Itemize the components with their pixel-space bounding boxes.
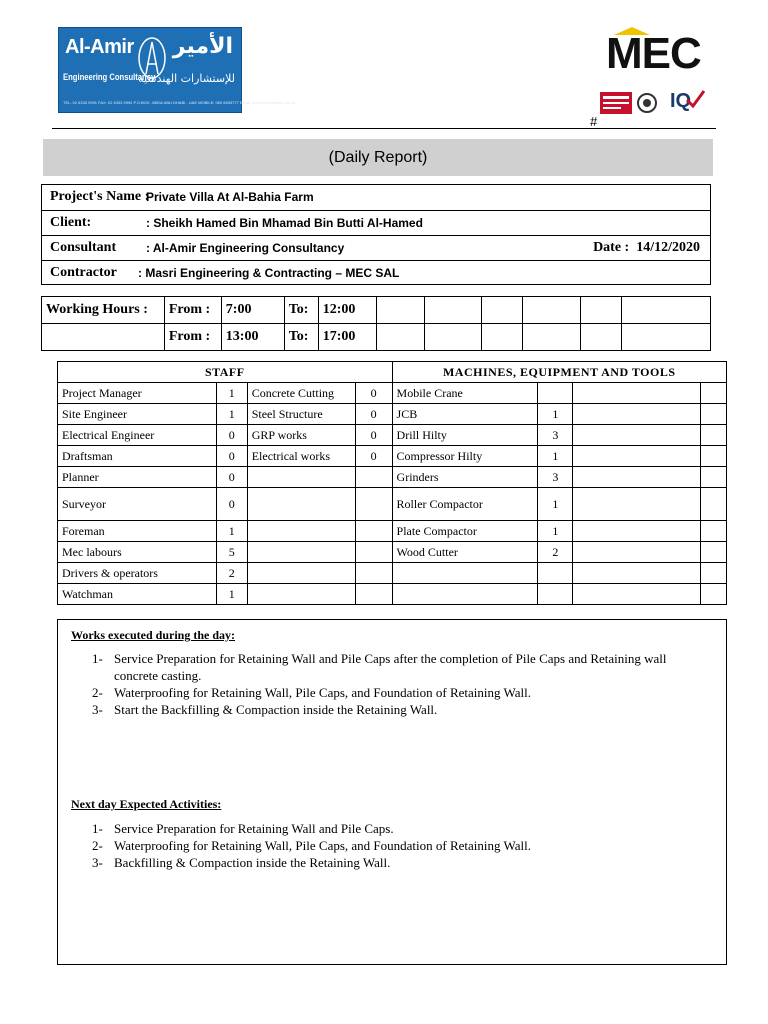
blank-cell (573, 425, 701, 446)
staff-count: 2 (216, 563, 247, 584)
blank-cell (573, 488, 701, 521)
item-number: 2- (92, 838, 103, 853)
machines-header: MACHINES, EQUIPMENT AND TOOLS (392, 362, 726, 383)
item-number: 3- (92, 855, 103, 870)
client-label: Client: (50, 215, 92, 230)
machine-name: Plate Compactor (392, 521, 538, 542)
logo-name-ar: الأمير (172, 34, 233, 59)
project-row (42, 185, 710, 210)
table-row (58, 563, 727, 584)
from-time: 13:00 (221, 324, 284, 351)
project-info-box (41, 184, 711, 285)
blank-cell (701, 425, 727, 446)
blank-cell (701, 383, 727, 404)
trade-name (247, 521, 355, 542)
contractor-row (42, 260, 710, 285)
machine-name (392, 563, 538, 584)
staff-count: 0 (216, 467, 247, 488)
certification-badge-icon (600, 92, 632, 114)
blank-cell (701, 584, 727, 605)
logo-contact: TEL: 02 6333 9991 FAX: 02 6333 9992 P.O.BOX: 45834 ABU DHABI - UAE MOBILE: 050 6653777 Email: amirec@emirates.net.ae (63, 100, 296, 105)
trade-name (247, 467, 355, 488)
works-box (57, 619, 727, 965)
staff-count: 0 (216, 488, 247, 521)
header-divider (52, 128, 716, 129)
blank-cell (701, 521, 727, 542)
consultant-label: Consultant (50, 240, 117, 255)
blank-cell (523, 324, 581, 351)
blank-cell (424, 324, 482, 351)
blank-cell (376, 324, 424, 351)
table-row (58, 467, 727, 488)
list-item (72, 701, 712, 718)
staff-name: Drivers & operators (58, 563, 217, 584)
resources-header-row (58, 362, 727, 383)
from-label: From : (164, 297, 221, 324)
table-row (58, 404, 727, 425)
working-hours-row (42, 297, 711, 324)
blank-cell (573, 584, 701, 605)
al-amir-logo (58, 27, 296, 113)
report-date (593, 240, 700, 256)
iq-badge: IQ (670, 90, 692, 112)
date-label: Date : (593, 240, 630, 255)
blank-cell (701, 542, 727, 563)
trade-name: Steel Structure (247, 404, 355, 425)
machine-count: 1 (538, 488, 573, 521)
blank-cell (701, 404, 727, 425)
page-title: (Daily Report) (43, 139, 713, 176)
table-row (58, 446, 727, 467)
machine-count: 3 (538, 425, 573, 446)
machine-name: Grinders (392, 467, 538, 488)
trade-count (355, 584, 392, 605)
table-row (58, 425, 727, 446)
staff-name: Project Manager (58, 383, 217, 404)
staff-name: Surveyor (58, 488, 217, 521)
logo-subtitle-ar: للإستشارات الهندسية (138, 72, 235, 85)
staff-name: Electrical Engineer (58, 425, 217, 446)
works-title: Works executed during the day: (71, 628, 236, 642)
staff-count: 1 (216, 584, 247, 605)
project-label: Project's Name : (50, 189, 150, 204)
trade-count (355, 488, 392, 521)
blank-cell (523, 297, 581, 324)
to-label: To: (284, 324, 318, 351)
working-hours-row (42, 324, 711, 351)
item-text: Waterproofing for Retaining Wall, Pile Caps, and Foundation of Retaining Wall. (114, 838, 532, 853)
item-number: 1- (92, 821, 103, 836)
blank-cell (581, 324, 622, 351)
machine-count: 3 (538, 467, 573, 488)
trade-count (355, 521, 392, 542)
blank-cell (622, 324, 711, 351)
client-row (42, 210, 710, 235)
staff-name: Mec labours (58, 542, 217, 563)
to-label: To: (284, 297, 318, 324)
iso-seal-icon (636, 92, 658, 114)
item-text: Waterproofing for Retaining Wall, Pile Caps, and Foundation of Retaining Wall. (114, 685, 532, 700)
working-hours-label: Working Hours : (42, 297, 165, 324)
blank-cell (573, 521, 701, 542)
trade-name (247, 584, 355, 605)
staff-name: Site Engineer (58, 404, 217, 425)
table-row (58, 542, 727, 563)
trade-name: GRP works (247, 425, 355, 446)
next-day-list (72, 820, 712, 871)
from-label: From : (164, 324, 221, 351)
blank-cell (482, 324, 523, 351)
list-item (72, 837, 712, 854)
machine-count: 2 (538, 542, 573, 563)
staff-count: 0 (216, 446, 247, 467)
blank-cell (482, 297, 523, 324)
trade-count: 0 (355, 404, 392, 425)
table-row (58, 584, 727, 605)
machine-count: 1 (538, 404, 573, 425)
staff-name: Planner (58, 467, 217, 488)
blank-cell (701, 446, 727, 467)
blank-cell (424, 297, 482, 324)
machine-name: Compressor Hilty (392, 446, 538, 467)
item-text: Service Preparation for Retaining Wall and Pile Caps after the completion of Pile Caps and Retaining wall concrete casting. (114, 651, 667, 683)
table-row (58, 521, 727, 542)
mec-logo-text: MEC (606, 29, 701, 78)
trade-name: Electrical works (247, 446, 355, 467)
blank-cell (573, 446, 701, 467)
table-row (58, 488, 727, 521)
machine-count (538, 383, 573, 404)
machine-name: Drill Hilty (392, 425, 538, 446)
trade-count (355, 467, 392, 488)
staff-name: Watchman (58, 584, 217, 605)
trade-name: Concrete Cutting (247, 383, 355, 404)
resources-table (57, 361, 727, 605)
list-item (72, 650, 712, 684)
trade-count: 0 (355, 383, 392, 404)
item-text: Backfilling & Compaction inside the Retaining Wall. (114, 855, 391, 870)
item-number: 3- (92, 702, 103, 717)
item-number: 2- (92, 685, 103, 700)
from-time: 7:00 (221, 297, 284, 324)
trade-count: 0 (355, 446, 392, 467)
next-day-title: Next day Expected Activities: (71, 797, 222, 811)
blank-cell (701, 563, 727, 584)
item-number: 1- (92, 651, 103, 666)
blank-cell (573, 542, 701, 563)
blank-cell (701, 467, 727, 488)
staff-count: 0 (216, 425, 247, 446)
logo-name-en: Al-Amir (65, 36, 134, 58)
machine-count: 1 (538, 521, 573, 542)
works-list (72, 650, 712, 718)
blank-cell (376, 297, 424, 324)
list-item (72, 684, 712, 701)
staff-count: 1 (216, 521, 247, 542)
item-text: Start the Backfilling & Compaction inside the Retaining Wall. (114, 702, 438, 717)
contractor-value: : Masri Engineering & Contracting – MEC SAL (138, 266, 400, 280)
client-value: : Sheikh Hamed Bin Mhamad Bin Butti Al-Hamed (146, 216, 423, 230)
consultant-value: : Al-Amir Engineering Consultancy (146, 241, 345, 255)
list-item (72, 854, 712, 871)
staff-count: 1 (216, 383, 247, 404)
blank-cell (622, 297, 711, 324)
machine-count (538, 563, 573, 584)
blank-cell (573, 404, 701, 425)
contractor-label: Contractor (50, 265, 117, 280)
machine-count: 1 (538, 446, 573, 467)
table-row (58, 383, 727, 404)
checkmark-icon (684, 88, 706, 110)
blank-cell (701, 488, 727, 521)
staff-header: STAFF (58, 362, 393, 383)
list-item (72, 820, 712, 837)
trade-count (355, 542, 392, 563)
trade-name (247, 542, 355, 563)
machine-name: JCB (392, 404, 538, 425)
hash-mark: # (590, 114, 598, 129)
machine-name (392, 584, 538, 605)
machine-name: Wood Cutter (392, 542, 538, 563)
mec-logo (600, 26, 710, 126)
blank-cell (581, 297, 622, 324)
machine-name: Roller Compactor (392, 488, 538, 521)
staff-name: Draftsman (58, 446, 217, 467)
to-time: 12:00 (318, 297, 376, 324)
staff-count: 1 (216, 404, 247, 425)
date-value: 14/12/2020 (636, 240, 700, 255)
to-time: 17:00 (318, 324, 376, 351)
item-text: Service Preparation for Retaining Wall and Pile Caps. (114, 821, 394, 836)
trade-count (355, 563, 392, 584)
blank-cell (573, 467, 701, 488)
logo-subtitle-en: Engineering Consultancy (63, 72, 156, 82)
trade-name (247, 488, 355, 521)
trade-count: 0 (355, 425, 392, 446)
blank-cell (42, 324, 165, 351)
working-hours-table (41, 296, 711, 351)
staff-count: 5 (216, 542, 247, 563)
trade-name (247, 563, 355, 584)
machine-count (538, 584, 573, 605)
staff-name: Foreman (58, 521, 217, 542)
blank-cell (573, 383, 701, 404)
machine-name: Mobile Crane (392, 383, 538, 404)
project-value: Private Villa At Al-Bahia Farm (146, 190, 314, 204)
blank-cell (573, 563, 701, 584)
consultant-row (42, 235, 710, 260)
